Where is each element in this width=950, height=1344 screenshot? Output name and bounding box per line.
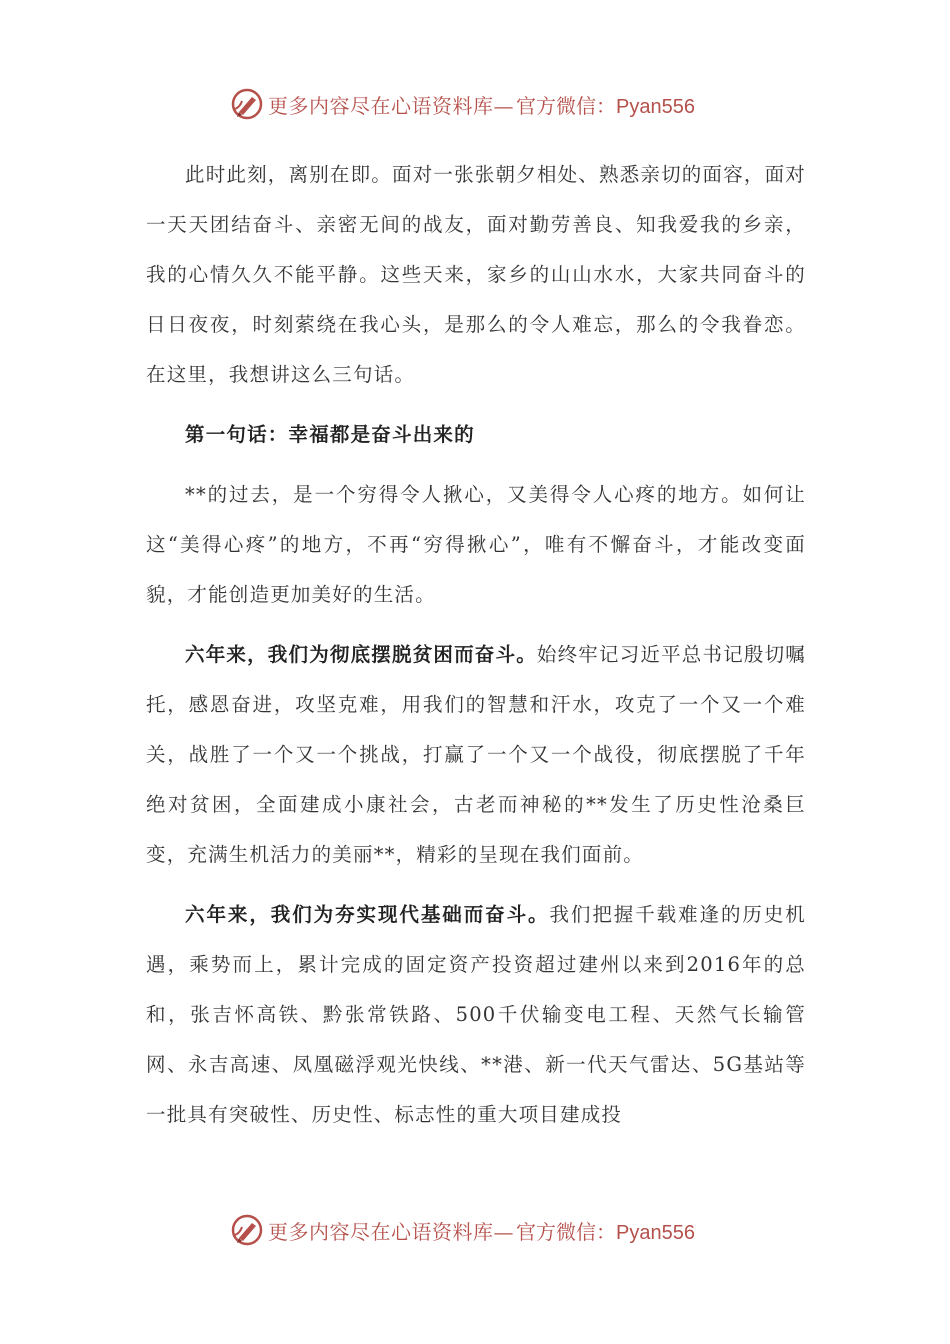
paragraph-text: 我们把握千载难逢的历史机遇，乘势而上，累计完成的固定资产投资超过建州以来到2016年的总和，张吉怀高铁、黔张常铁路、500千伏输变电工程、天然气长输管网、永吉高速、凤凰磁浮观光快线、**港、新一代天气雷达、5G基站等一批具有突破性、历史性、标志性的重大项目建成投: [146, 903, 806, 1126]
document-body: [146, 150, 806, 1140]
paragraph-text: 此时此刻，离别在即。面对一张张朝夕相处、熟悉亲切的面容，面对一天天团结奋斗、亲密无间的战友，面对勤劳善良、知我爱我的乡亲，我的心情久久不能平静。这些天来，家乡的山山水水，大家共同奋斗的日日夜夜，时刻萦绕在我心头，是那么的令人难忘，那么的令我眷恋。在这里，我想讲这么三句话。: [146, 163, 807, 386]
paragraph-text: 始终牢记习近平总书记殷切嘱托，感恩奋进，攻坚克难，用我们的智慧和汗水，攻克了一个又一个难关，战胜了一个又一个挑战，打赢了一个又一个战役，彻底摆脱了千年绝对贫困，全面建成小康社会，古老而神秘的**发生了历史性沧桑巨变，充满生机活力的美丽**，精彩的呈现在我们面前。: [146, 643, 807, 866]
paragraph-lead: 六年来，我们为夯实现代基础而奋斗。: [185, 903, 550, 926]
section-heading: 第一句话：幸福都是奋斗出来的: [185, 423, 475, 446]
watermark-brand-text: 更多内容尽在心语资料库—: [268, 93, 514, 118]
paragraph-infrastructure: [146, 890, 806, 1140]
watermark-wechat-text: 官方微信：Pyan556: [516, 1221, 695, 1244]
watermark-banner-top: [230, 84, 695, 124]
paragraph-lead: 六年来，我们为彻底摆脱贫困而奋斗。: [185, 643, 537, 666]
paragraph-intro: [146, 150, 806, 400]
pen-logo-icon: [230, 87, 264, 121]
watermark-brand-text: 更多内容尽在心语资料库—: [268, 1219, 514, 1244]
watermark-banner-bottom: [230, 1210, 695, 1250]
watermark-wechat-text: 官方微信：Pyan556: [516, 95, 695, 118]
paragraph-poverty: [146, 630, 806, 880]
paragraph-text: **的过去，是一个穷得令人揪心，又美得令人心疼的地方。如何让这“美得心疼”的地方，不再“穷得揪心”，唯有不懈奋斗，才能改变面貌，才能创造更加美好的生活。: [146, 483, 806, 606]
pen-logo-icon: [230, 1213, 264, 1247]
paragraph-past: [146, 470, 806, 620]
